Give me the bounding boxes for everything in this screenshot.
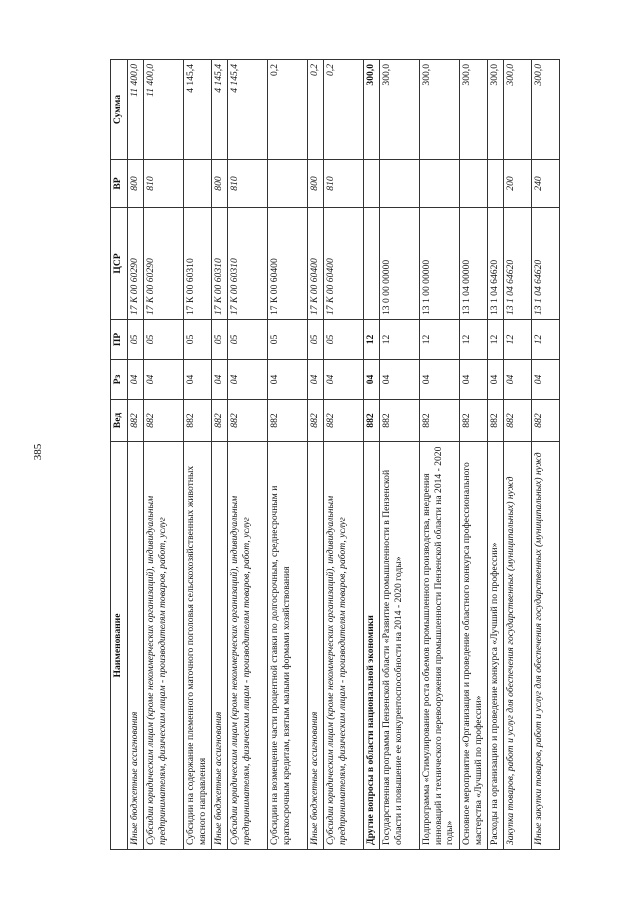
cell-csr: 17 К 00 60290 (128, 208, 144, 320)
cell-ved: 882 (504, 400, 532, 442)
cell-vr: 800 (212, 160, 228, 208)
cell-vr (184, 160, 212, 208)
cell-ved: 882 (460, 400, 488, 442)
cell-ved: 882 (308, 400, 324, 442)
cell-csr: 13 1 04 64620 (532, 208, 560, 320)
table-row (504, 60, 532, 850)
cell-pr: 05 (308, 320, 324, 360)
cell-vr (268, 160, 308, 208)
cell-sum: 300,0 (460, 60, 488, 160)
cell-pr: 12 (532, 320, 560, 360)
table-row (228, 60, 268, 850)
cell-ved: 882 (268, 400, 308, 442)
cell-csr: 17 К 00 60400 (324, 208, 364, 320)
cell-vr (460, 160, 488, 208)
cell-rz: 04 (460, 360, 488, 400)
cell-ved: 882 (532, 400, 560, 442)
cell-rz: 04 (532, 360, 560, 400)
cell-pr: 12 (420, 320, 460, 360)
cell-vr (488, 160, 504, 208)
cell-pr: 05 (228, 320, 268, 360)
cell-vr (364, 160, 380, 208)
table-row (364, 60, 380, 850)
cell-rz: 04 (268, 360, 308, 400)
cell-sum: 11 400,0 (144, 60, 184, 160)
budget-table (110, 59, 560, 850)
table-row (128, 60, 144, 850)
cell-name: Иные бюджетные ассигнования (128, 442, 144, 850)
header-sum: Сумма (111, 60, 128, 160)
cell-vr (380, 160, 420, 208)
cell-sum: 0,2 (324, 60, 364, 160)
cell-pr: 12 (504, 320, 532, 360)
cell-ved: 882 (128, 400, 144, 442)
cell-name: Государственная программа Пензенской области «Развитие промышленности в Пензенской области и повышение ее конкурентоспособности на 2014 - 2020 годы» (380, 442, 420, 850)
cell-csr: 17 К 00 60400 (308, 208, 324, 320)
cell-vr: 800 (128, 160, 144, 208)
table-row (460, 60, 488, 850)
cell-name: Закупка товаров, работ и услуг для обеспечения государственных (муниципальных) нужд (504, 442, 532, 850)
table-row (268, 60, 308, 850)
cell-rz: 04 (420, 360, 460, 400)
cell-vr: 240 (532, 160, 560, 208)
header-ved: Вед (111, 400, 128, 442)
cell-sum: 300,0 (532, 60, 560, 160)
cell-name: Подпрограмма «Стимулирование роста объемов промышленного производства, внедрения инноваций и технического перевооружения промышленности Пензенской области на 2014 - 2020 годы» (420, 442, 460, 850)
table-row (212, 60, 228, 850)
cell-ved: 882 (184, 400, 212, 442)
cell-sum: 300,0 (488, 60, 504, 160)
cell-name: Субсидии юридическим лицам (кроме некоммерческих организаций), индивидуальным предпринимателям, физическим лицам - производителям товаров, работ, услуг (228, 442, 268, 850)
cell-pr: 05 (324, 320, 364, 360)
cell-sum: 11 400,0 (128, 60, 144, 160)
cell-rz: 04 (228, 360, 268, 400)
cell-rz: 04 (380, 360, 420, 400)
cell-rz: 04 (308, 360, 324, 400)
table-row (488, 60, 504, 850)
cell-name: Иные бюджетные ассигнования (308, 442, 324, 850)
cell-csr: 13 1 04 64620 (504, 208, 532, 320)
cell-ved: 882 (380, 400, 420, 442)
table-row (532, 60, 560, 850)
cell-name: Расходы на организацию и проведение конкурса «Лучший по профессии» (488, 442, 504, 850)
cell-sum: 300,0 (364, 60, 380, 160)
table-row (380, 60, 420, 850)
cell-ved: 882 (324, 400, 364, 442)
header-row (111, 60, 128, 850)
cell-rz: 04 (488, 360, 504, 400)
table-body (128, 60, 560, 850)
cell-sum: 4 145,4 (228, 60, 268, 160)
page-number: 385 (32, 443, 44, 461)
cell-ved: 882 (364, 400, 380, 442)
cell-csr: 17 К 00 60310 (184, 208, 212, 320)
header-csr: ЦСР (111, 208, 128, 320)
cell-ved: 882 (212, 400, 228, 442)
cell-csr: 13 1 04 00000 (460, 208, 488, 320)
cell-name: Основное мероприятие «Организация и проведение областного конкурса профессионального мастерства «Лучший по профессии» (460, 442, 488, 850)
cell-vr: 800 (308, 160, 324, 208)
cell-rz: 04 (144, 360, 184, 400)
table-row (184, 60, 212, 850)
cell-csr (364, 208, 380, 320)
cell-sum: 300,0 (420, 60, 460, 160)
cell-pr: 05 (184, 320, 212, 360)
cell-csr: 17 К 00 60310 (212, 208, 228, 320)
cell-rz: 04 (212, 360, 228, 400)
cell-vr (420, 160, 460, 208)
header-vr: ВР (111, 160, 128, 208)
cell-vr: 810 (144, 160, 184, 208)
cell-vr: 200 (504, 160, 532, 208)
cell-csr: 13 0 00 00000 (380, 208, 420, 320)
table-row (420, 60, 460, 850)
cell-pr: 05 (144, 320, 184, 360)
cell-pr: 12 (364, 320, 380, 360)
header-name: Наименование (111, 442, 128, 850)
cell-sum: 0,2 (268, 60, 308, 160)
cell-ved: 882 (144, 400, 184, 442)
cell-name: Иные закупки товаров, работ и услуг для обеспечения государственных (муниципальных) нужд (532, 442, 560, 850)
header-pr: ПР (111, 320, 128, 360)
cell-pr: 12 (460, 320, 488, 360)
cell-csr: 17 К 00 60290 (144, 208, 184, 320)
cell-pr: 12 (488, 320, 504, 360)
cell-sum: 300,0 (380, 60, 420, 160)
cell-name: Иные бюджетные ассигнования (212, 442, 228, 850)
cell-ved: 882 (488, 400, 504, 442)
cell-pr: 12 (380, 320, 420, 360)
cell-rz: 04 (364, 360, 380, 400)
table-row (308, 60, 324, 850)
cell-csr: 13 1 04 64620 (488, 208, 504, 320)
cell-rz: 04 (128, 360, 144, 400)
cell-sum: 300,0 (504, 60, 532, 160)
header-rz: Рз (111, 360, 128, 400)
rotated-page (110, 60, 544, 850)
cell-name: Субсидии на возмещение части процентной ставки по долгосрочным, среднесрочным и краткосрочным кредитам, взятым малыми формами хозяйствования (268, 442, 308, 850)
cell-sum: 4 145,4 (184, 60, 212, 160)
cell-name: Субсидии на содержание племенного маточного поголовья сельскохозяйственных животных мясного направления (184, 442, 212, 850)
cell-name: Субсидии юридическим лицам (кроме некоммерческих организаций), индивидуальным предпринимателям, физическим лицам - производителям товаров, работ, услуг (324, 442, 364, 850)
cell-sum: 4 145,4 (212, 60, 228, 160)
cell-csr: 13 1 00 00000 (420, 208, 460, 320)
cell-rz: 04 (504, 360, 532, 400)
cell-pr: 05 (128, 320, 144, 360)
cell-ved: 882 (420, 400, 460, 442)
cell-rz: 04 (324, 360, 364, 400)
cell-csr: 17 К 00 60310 (228, 208, 268, 320)
table-row (324, 60, 364, 850)
table-row (144, 60, 184, 850)
cell-pr: 05 (268, 320, 308, 360)
cell-sum: 0,2 (308, 60, 324, 160)
cell-vr: 810 (228, 160, 268, 208)
cell-pr: 05 (212, 320, 228, 360)
cell-csr: 17 К 00 60400 (268, 208, 308, 320)
cell-ved: 882 (228, 400, 268, 442)
cell-name: Субсидии юридическим лицам (кроме некоммерческих организаций), индивидуальным предпринимателям, физическим лицам - производителям товаров, работ, услуг (144, 442, 184, 850)
cell-rz: 04 (184, 360, 212, 400)
cell-vr: 810 (324, 160, 364, 208)
cell-name: Другие вопросы в области национальной экономики (364, 442, 380, 850)
